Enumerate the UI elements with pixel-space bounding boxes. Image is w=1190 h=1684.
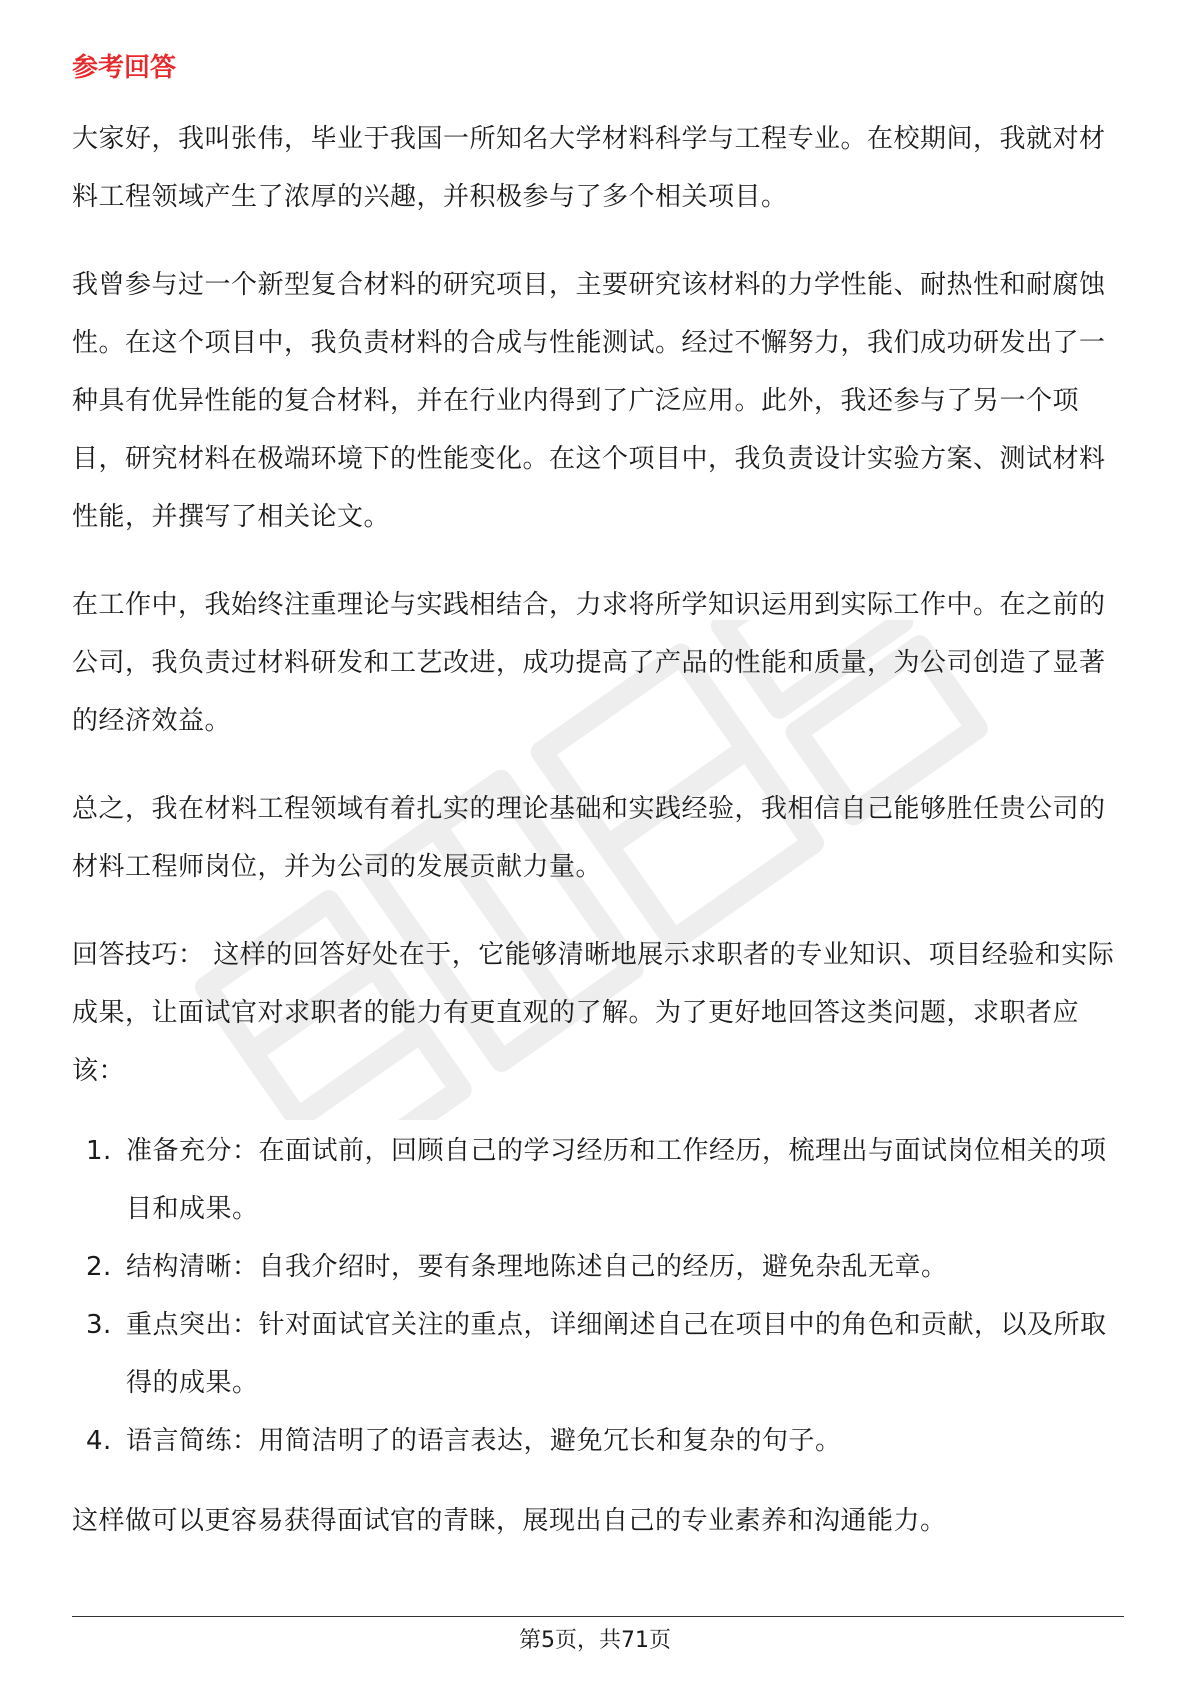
list-item — [72, 1238, 1122, 1296]
list-number: 3. — [86, 1310, 112, 1340]
answer-tips: 回答技巧： 这样的回答好处在于，它能够清晰地展示求职者的专业知识、项目经验和实际成果，让面试官对求职者的能力有更直观的了解。为了更好地回答这类问题，求职者应该： — [72, 940, 1115, 1086]
list-item — [72, 1296, 1122, 1412]
paragraph-work: 在工作中，我始终注重理论与实践相结合，力求将所学知识运用到实际工作中。在之前的公司，我负责过材料研发和工艺改进，成功提高了产品的性能和质量，为公司创造了显著的经济效益。 — [72, 590, 1106, 736]
list-text: 结构清晰：自我介绍时，要有条理地陈述自己的经历，避免杂乱无章。 — [126, 1252, 948, 1282]
list-item — [72, 1412, 1122, 1470]
list-number: 4. — [86, 1426, 112, 1456]
tips-list — [72, 1122, 1122, 1470]
list-item — [72, 1122, 1122, 1238]
paragraph-intro: 大家好，我叫张伟，毕业于我国一所知名大学材料科学与工程专业。在校期间，我就对材料工程领域产生了浓厚的兴趣，并积极参与了多个相关项目。 — [72, 124, 1106, 212]
closing-paragraph: 这样做可以更容易获得面试官的青睐，展现出自己的专业素养和沟通能力。 — [72, 1506, 947, 1536]
document-body — [72, 48, 1122, 1580]
paragraph-projects: 我曾参与过一个新型复合材料的研究项目，主要研究该材料的力学性能、耐热性和耐腐蚀性。在这个项目中，我负责材料的合成与性能测试。经过不懈努力，我们成功研发出了一种具有优异性能的复合材料，并在行业内得到了广泛应用。此外，我还参与了另一个项目，研究材料在极端环境下的性能变化。在这个项目中，我负责设计实验方案、测试材料性能，并撰写了相关论文。 — [72, 270, 1106, 532]
page-number: 第5页，共71页 — [519, 1628, 671, 1653]
list-number: 2. — [86, 1252, 112, 1282]
section-heading: 参考回答 — [72, 53, 177, 83]
footer-divider — [72, 1616, 1124, 1617]
paragraph-summary: 总之，我在材料工程领域有着扎实的理论基础和实践经验，我相信自己能够胜任贵公司的材料工程师岗位，并为公司的发展贡献力量。 — [72, 794, 1106, 882]
list-number: 1. — [86, 1136, 112, 1166]
list-text: 准备充分：在面试前，回顾自己的学习经历和工作经历，梳理出与面试岗位相关的项目和成果。 — [126, 1136, 1107, 1224]
list-text: 语言简练：用简洁明了的语言表达，避免冗长和复杂的句子。 — [126, 1426, 842, 1456]
list-text: 重点突出：针对面试官关注的重点，详细阐述自己在项目中的角色和贡献，以及所取得的成果。 — [126, 1310, 1107, 1398]
